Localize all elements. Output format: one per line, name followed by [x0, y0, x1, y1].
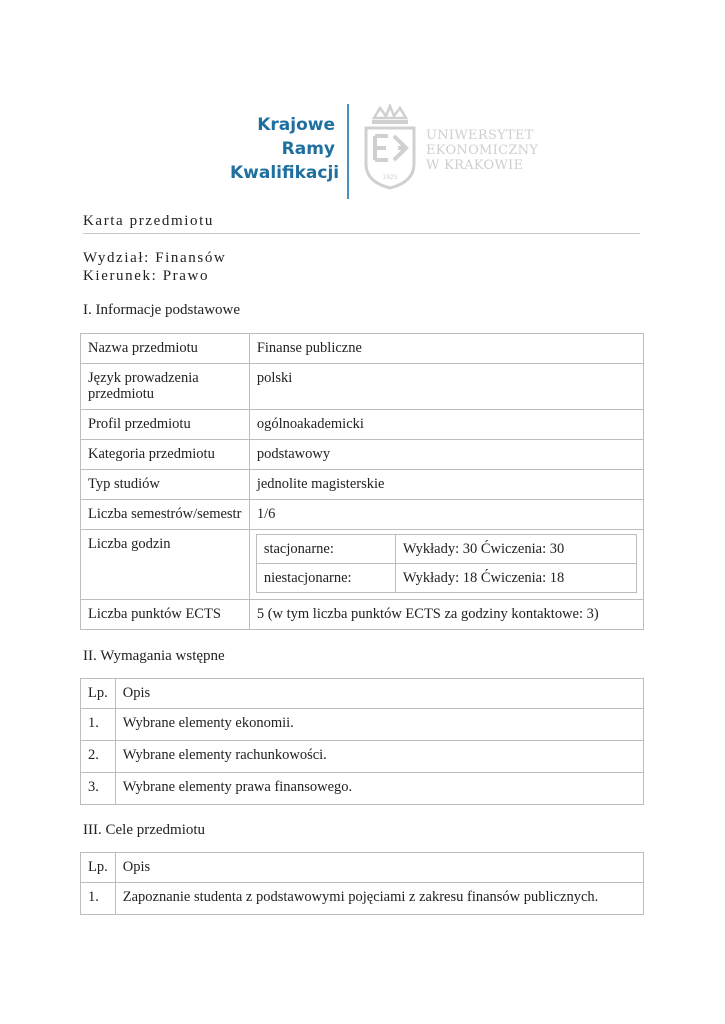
table-row	[81, 883, 644, 915]
uek-year: 1925	[382, 174, 398, 181]
row-value: podstawowy	[249, 440, 643, 470]
basic-info-table	[80, 333, 644, 630]
row-desc: Wybrane elementy prawa finansowego.	[115, 773, 643, 805]
hours-row	[256, 535, 636, 564]
col-lp: Lp.	[81, 679, 116, 709]
row-label: Liczba semestrów/semestr	[81, 500, 250, 530]
krk-line-2: Ramy	[281, 139, 335, 159]
row-desc: Wybrane elementy ekonomii.	[115, 709, 643, 741]
hours-mode: niestacjonarne:	[256, 564, 395, 593]
row-label: Nazwa przedmiotu	[81, 334, 250, 364]
document-title: Karta przedmiotu	[83, 213, 214, 229]
table-row	[81, 440, 644, 470]
table-row	[81, 530, 644, 600]
row-value: jednolite magisterskie	[249, 470, 643, 500]
table-row	[81, 334, 644, 364]
table-row	[81, 410, 644, 440]
logo-divider	[347, 104, 349, 199]
krk-line-3: Kwalifikacji	[230, 163, 340, 183]
ects-label: Liczba punktów ECTS	[81, 600, 250, 630]
row-lp: 1.	[81, 883, 116, 915]
uek-crest-icon	[360, 104, 420, 190]
hours-row	[256, 564, 636, 593]
table-row	[81, 709, 644, 741]
row-value: polski	[249, 364, 643, 410]
table-header-row	[81, 679, 644, 709]
prerequisites-table	[80, 678, 644, 805]
row-desc: Wybrane elementy rachunkowości.	[115, 741, 643, 773]
row-label: Typ studiów	[81, 470, 250, 500]
row-value: Finanse publiczne	[249, 334, 643, 364]
row-value: 1/6	[249, 500, 643, 530]
section-2-heading: II. Wymagania wstępne	[83, 648, 225, 664]
table-row	[81, 500, 644, 530]
row-label: Język prowadzenia przedmiotu	[81, 364, 250, 410]
row-label: Kategoria przedmiotu	[81, 440, 250, 470]
table-row	[81, 364, 644, 410]
row-lp: 3.	[81, 773, 116, 805]
uek-logo-text	[426, 128, 556, 173]
krk-logo-text	[230, 113, 340, 185]
section-1-heading: I. Informacje podstawowe	[83, 302, 241, 318]
uek-line-1: UNIWERSYTET	[426, 128, 534, 143]
title-divider	[83, 233, 640, 234]
table-row	[81, 741, 644, 773]
uek-line-2: EKONOMICZNY	[426, 143, 539, 158]
objectives-table	[80, 852, 644, 915]
col-lp: Lp.	[81, 853, 116, 883]
table-row	[81, 470, 644, 500]
row-label: Profil przedmiotu	[81, 410, 250, 440]
major-line: Kierunek: Prawo	[83, 268, 210, 284]
uek-line-3: W KRAKOWIE	[426, 158, 524, 173]
hours-detail: Wykłady: 30 Ćwiczenia: 30	[395, 535, 636, 564]
hours-detail: Wykłady: 18 Ćwiczenia: 18	[395, 564, 636, 593]
row-desc: Zapoznanie studenta z podstawowymi pojęciami z zakresu finansów publicznych.	[115, 883, 643, 915]
table-row	[81, 773, 644, 805]
krk-line-1: Krajowe	[257, 115, 335, 135]
section-3-heading: III. Cele przedmiotu	[83, 822, 206, 838]
hours-table	[256, 534, 637, 593]
hours-mode: stacjonarne:	[256, 535, 395, 564]
row-value: ogólnoakademicki	[249, 410, 643, 440]
row-lp: 2.	[81, 741, 116, 773]
hours-cell	[249, 530, 643, 600]
col-desc: Opis	[115, 679, 643, 709]
table-header-row	[81, 853, 644, 883]
row-lp: 1.	[81, 709, 116, 741]
hours-label: Liczba godzin	[81, 530, 250, 600]
col-desc: Opis	[115, 853, 643, 883]
faculty-line: Wydział: Finansów	[83, 250, 227, 266]
ects-value: 5 (w tym liczba punktów ECTS za godziny kontaktowe: 3)	[249, 600, 643, 630]
table-row	[81, 600, 644, 630]
